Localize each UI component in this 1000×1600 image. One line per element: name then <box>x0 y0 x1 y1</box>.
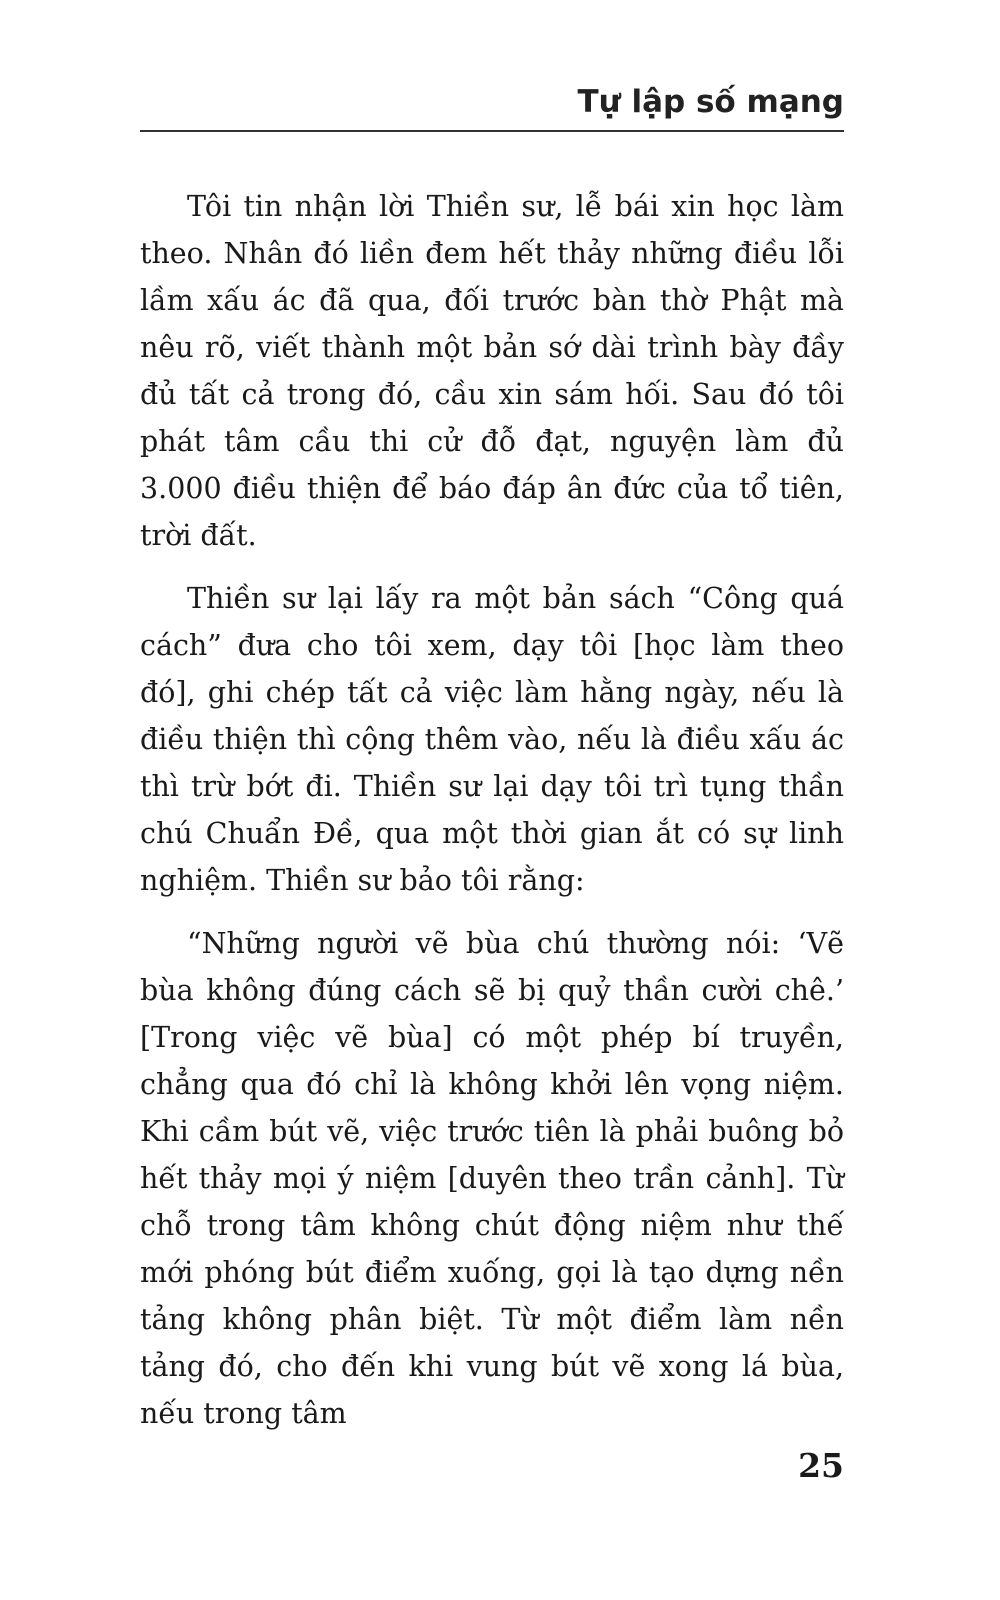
paragraph: Thiền sư lại lấy ra một bản sách “Công quá cách” đưa cho tôi xem, dạy tôi [học làm theo đó], ghi chép tất cả việc làm hằng ngày, nếu là điều thiện thì cộng thêm vào, nếu là điều xấu ác thì trừ bớt đi. Thiền sư lại dạy tôi trì tụng thần chú Chuẩn Đề, qua một thời gian ắt có sự linh nghiệm. Thiền sư bảo tôi rằng: <box>140 582 844 897</box>
paragraph: “Những người vẽ bùa chú thường nói: ‘Vẽ bùa không đúng cách sẽ bị quỷ thần cười chê.’ [Trong việc vẽ bùa] có một phép bí truyền, chẳng qua đó chỉ là không khởi lên vọng niệm. Khi cầm bút vẽ, việc trước tiên là phải buông bỏ hết thảy mọi ý niệm [duyên theo trần cảnh]. Từ chỗ trong tâm không chút động niệm như thế mới phóng bút điểm xuống, gọi là tạo dựng nền tảng không phân biệt. Từ một điểm làm nền tảng đó, cho đến khi vung bút vẽ xong lá bùa, nếu trong tâm <box>140 927 844 1430</box>
body-text <box>140 183 844 1453</box>
paragraph: Tôi tin nhận lời Thiền sư, lễ bái xin học làm theo. Nhân đó liền đem hết thảy những điều lỗi lầm xấu ác đã qua, đối trước bàn thờ Phật mà nêu rõ, viết thành một bản sớ dài trình bày đầy đủ tất cả trong đó, cầu xin sám hối. Sau đó tôi phát tâm cầu thi cử đỗ đạt, nguyện làm đủ 3.000 điều thiện để báo đáp ân đức của tổ tiên, trời đất. <box>140 190 844 552</box>
header-divider <box>140 130 844 132</box>
running-header-title: Tự lập số mạng <box>577 84 844 120</box>
page-number: 25 <box>798 1446 844 1485</box>
